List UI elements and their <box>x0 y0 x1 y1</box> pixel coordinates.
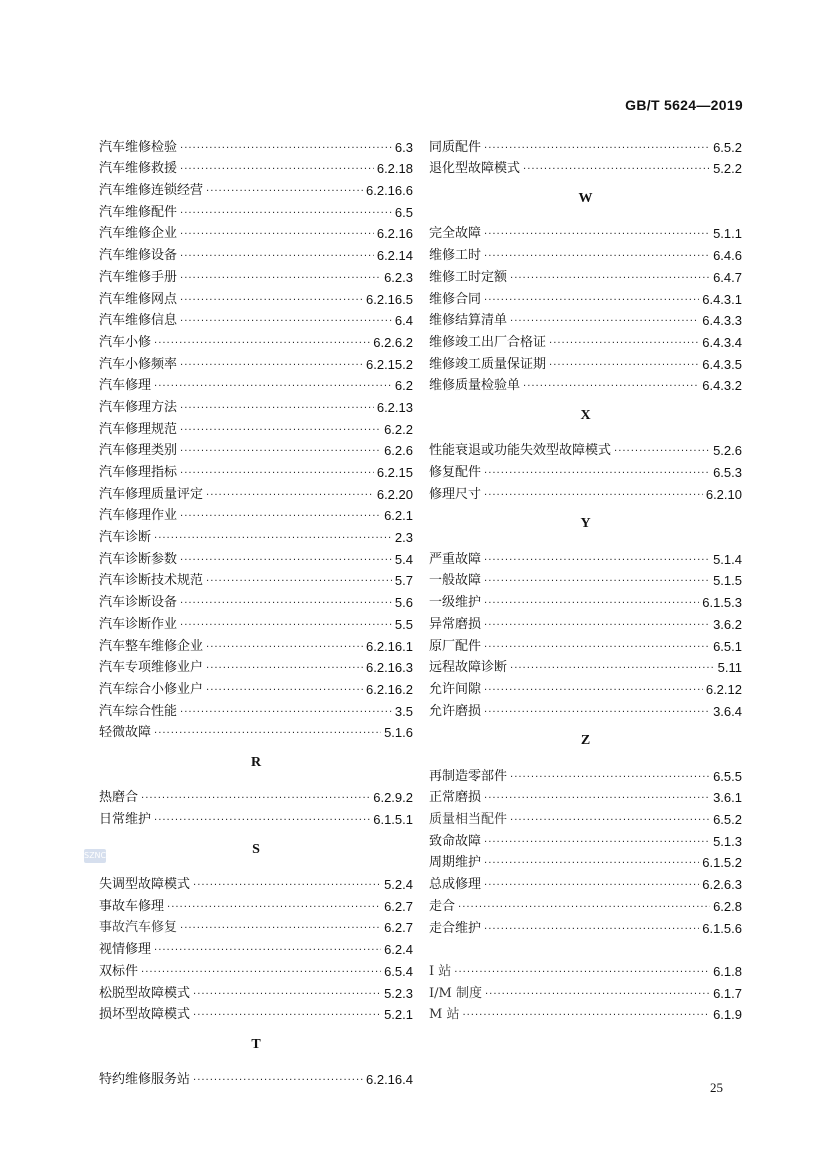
index-entry <box>429 915 742 937</box>
index-entry <box>99 134 413 156</box>
section-letter-r: R <box>250 754 262 770</box>
index-entry <box>429 980 742 1002</box>
index-term: 汽车修理 <box>99 378 152 394</box>
index-entry <box>99 503 413 525</box>
dot-leader <box>180 921 381 936</box>
clause-number: 5.1.5 <box>713 573 742 589</box>
index-term: 汽车修理类别 <box>99 443 178 459</box>
clause-number: 5.6 <box>394 595 413 611</box>
clause-number: 5.2.2 <box>713 161 742 177</box>
dot-leader <box>549 358 699 373</box>
index-term: 汽车维修企业 <box>99 226 178 242</box>
dot-leader <box>180 141 392 156</box>
clause-number: 6.4 <box>394 313 413 329</box>
index-entry <box>99 264 413 286</box>
index-entry <box>429 568 742 590</box>
index-term: 日常维护 <box>99 812 152 828</box>
index-term: 一般故障 <box>429 573 482 589</box>
clause-number: 6.2.16.5 <box>366 291 413 307</box>
index-entry <box>429 806 742 828</box>
dot-leader <box>206 640 363 655</box>
index-term: 热磨合 <box>99 790 139 806</box>
dot-leader <box>193 987 381 1002</box>
index-term: 事故车修理 <box>99 898 165 914</box>
index-term: 汽车维修检验 <box>99 139 178 155</box>
clause-number: 6.2.16.6 <box>366 183 413 199</box>
dot-leader <box>484 574 710 589</box>
index-term: 损坏型故障模式 <box>99 1007 191 1023</box>
index-entry <box>99 611 413 633</box>
index-term: 维修竣工出厂合格证 <box>429 334 547 350</box>
dot-leader <box>484 293 699 308</box>
index-entry <box>99 936 413 958</box>
clause-number: 6.1.8 <box>713 963 742 979</box>
dot-leader <box>484 141 710 156</box>
index-term: 维修竣工质量保证期 <box>429 356 547 372</box>
dot-leader <box>484 596 699 611</box>
clause-number: 6.1.9 <box>713 1007 742 1023</box>
index-entry <box>99 242 413 264</box>
index-term: 汽车维修设备 <box>99 248 178 264</box>
clause-number: 6.2.13 <box>376 399 413 415</box>
index-entry <box>99 720 413 742</box>
dot-leader <box>154 943 381 958</box>
clause-number: 6.2.12 <box>705 681 742 697</box>
clause-number: 6.2.3 <box>384 269 413 285</box>
section-letter-z: Z <box>580 733 591 749</box>
index-entry <box>99 177 413 199</box>
dot-leader <box>484 227 710 242</box>
index-entry <box>99 568 413 590</box>
clause-number: 5.2.1 <box>384 1007 413 1023</box>
clause-number: 6.5.2 <box>713 139 742 155</box>
index-term: 允许间隙 <box>429 681 482 697</box>
index-term: 远程故障诊断 <box>429 660 508 676</box>
index-term: I 站 <box>429 963 452 979</box>
clause-number: 6.1.5.2 <box>702 855 742 871</box>
index-entry <box>99 806 413 828</box>
index-entry <box>99 871 413 893</box>
index-term: 汽车诊断作业 <box>99 616 178 632</box>
dot-leader <box>154 336 370 351</box>
dot-leader <box>180 206 392 221</box>
index-term: 失调型故障模式 <box>99 877 191 893</box>
index-term: 性能衰退或功能失效型故障模式 <box>429 443 612 459</box>
clause-number: 6.2.8 <box>713 898 742 914</box>
index-entry <box>429 438 742 460</box>
dot-leader <box>484 856 699 871</box>
dot-leader <box>154 813 370 828</box>
index-term: 双标件 <box>99 963 139 979</box>
clause-number: 5.2.3 <box>384 985 413 1001</box>
index-term: 汽车诊断参数 <box>99 551 178 567</box>
dot-leader <box>193 1073 363 1088</box>
dot-leader <box>154 726 381 741</box>
index-entry <box>429 351 742 373</box>
index-entry <box>99 373 413 395</box>
clause-number: 6.4.7 <box>713 269 742 285</box>
clause-number: 5.2.6 <box>713 443 742 459</box>
dot-leader <box>510 813 710 828</box>
dot-leader <box>180 423 381 438</box>
dot-leader <box>180 293 363 308</box>
index-entry <box>99 785 413 807</box>
section-letter-w: W <box>578 191 593 207</box>
index-entry <box>429 633 742 655</box>
index-entry <box>99 915 413 937</box>
clause-number: 6.2.7 <box>384 920 413 936</box>
index-term: 质量相当配件 <box>429 812 508 828</box>
index-term: 修理尺寸 <box>429 486 482 502</box>
index-entry <box>429 698 742 720</box>
clause-number: 5.2.4 <box>384 877 413 893</box>
dot-leader <box>462 1008 710 1023</box>
dot-leader <box>510 271 710 286</box>
dot-leader <box>614 444 710 459</box>
section-spacer <box>429 937 742 959</box>
index-entry <box>99 546 413 568</box>
dot-leader <box>484 835 710 850</box>
dot-leader <box>180 618 392 633</box>
dot-leader <box>484 553 710 568</box>
index-term: 汽车修理方法 <box>99 399 178 415</box>
clause-number: 6.2.7 <box>384 898 413 914</box>
index-term: M 站 <box>429 1007 460 1023</box>
dot-leader <box>154 379 392 394</box>
clause-number: 6.5.1 <box>713 638 742 654</box>
clause-number: 2.3 <box>394 530 413 546</box>
clause-number: 3.5 <box>394 703 413 719</box>
index-entry <box>429 1002 742 1024</box>
dot-leader <box>484 922 699 937</box>
clause-number: 6.2.2 <box>384 421 413 437</box>
index-entry <box>429 264 742 286</box>
index-entry <box>99 459 413 481</box>
index-term: 严重故障 <box>429 551 482 567</box>
clause-number: 6.2.16 <box>376 226 413 242</box>
dot-leader <box>180 705 392 720</box>
index-entry <box>99 351 413 373</box>
dot-leader <box>180 162 374 177</box>
dot-leader <box>180 314 392 329</box>
index-entry <box>429 828 742 850</box>
index-entry <box>99 221 413 243</box>
clause-number: 6.2.16.2 <box>366 681 413 697</box>
index-term: 走合 <box>429 898 456 914</box>
index-term: 汽车维修连锁经营 <box>99 183 204 199</box>
clause-number: 5.5 <box>394 616 413 632</box>
dot-leader <box>510 770 710 785</box>
index-entry <box>429 871 742 893</box>
index-term: 退化型故障模式 <box>429 161 521 177</box>
section-letter-s: S <box>252 841 260 857</box>
index-entry <box>429 763 742 785</box>
dot-leader <box>154 531 392 546</box>
index-entry <box>429 676 742 698</box>
dot-leader <box>193 1008 381 1023</box>
clause-number: 5.1.4 <box>713 551 742 567</box>
dot-leader <box>458 900 710 915</box>
index-term: 维修工时 <box>429 248 482 264</box>
clause-number: 6.2.15 <box>376 465 413 480</box>
dot-leader <box>180 596 392 611</box>
clause-number: 6.2.16.1 <box>366 638 413 654</box>
clause-number: 5.7 <box>394 573 413 589</box>
dot-leader <box>180 358 363 373</box>
dot-leader <box>180 509 381 524</box>
index-entry <box>99 589 413 611</box>
clause-number: 5.4 <box>394 551 413 567</box>
index-entry <box>429 785 742 807</box>
index-entry <box>99 1002 413 1024</box>
index-entry <box>99 524 413 546</box>
clause-number: 6.4.3.4 <box>702 334 742 350</box>
index-term: 维修结算清单 <box>429 313 508 329</box>
index-entry <box>99 893 413 915</box>
index-entry <box>429 611 742 633</box>
index-term: 总成修理 <box>429 877 482 893</box>
index-entry <box>429 308 742 330</box>
index-term: 事故汽车修复 <box>99 920 178 936</box>
clause-number: 3.6.2 <box>713 616 742 632</box>
index-entry <box>429 589 742 611</box>
index-term: 原厂配件 <box>429 638 482 654</box>
index-term: 维修合同 <box>429 291 482 307</box>
index-term: 汽车诊断 <box>99 530 152 546</box>
dot-leader <box>510 314 699 329</box>
index-term: 汽车修理质量评定 <box>99 486 204 502</box>
index-entry <box>99 199 413 221</box>
clause-number: 6.2.15.2 <box>366 356 413 372</box>
clause-number: 6.5.4 <box>384 963 413 979</box>
index-entry <box>429 958 742 980</box>
dot-leader <box>523 162 710 177</box>
index-term: 视情修理 <box>99 942 152 958</box>
section-letter-y: Y <box>580 516 591 532</box>
index-term: 汽车诊断技术规范 <box>99 573 204 589</box>
index-term: 汽车维修网点 <box>99 291 178 307</box>
section-letter-x: X <box>580 407 591 423</box>
dot-leader <box>549 336 699 351</box>
index-entry <box>429 134 742 156</box>
index-entry <box>429 459 742 481</box>
clause-number: 6.2.18 <box>376 161 413 177</box>
index-entry <box>429 481 742 503</box>
clause-number: 6.2.6.2 <box>373 334 413 350</box>
index-entry <box>99 438 413 460</box>
clause-number: 6.2.16.4 <box>366 1072 413 1088</box>
dot-leader <box>206 184 363 199</box>
index-entry <box>99 655 413 677</box>
dot-leader <box>484 488 703 503</box>
dot-leader <box>141 965 381 980</box>
dot-leader <box>180 227 374 242</box>
clause-number: 6.2.1 <box>384 508 413 524</box>
index-term: 汽车诊断设备 <box>99 595 178 611</box>
clause-number: 6.1.5.6 <box>702 920 742 936</box>
index-term: 异常磨损 <box>429 616 482 632</box>
dot-leader <box>193 878 381 893</box>
index-term: 汽车综合小修业户 <box>99 681 204 697</box>
index-term: 一级维护 <box>429 595 482 611</box>
standard-number-header: GB/T 5624—2019 <box>625 97 743 113</box>
clause-number: 6.2.14 <box>376 248 413 264</box>
clause-number: 6.1.5.1 <box>373 812 413 828</box>
clause-number: 6.4.3.1 <box>702 291 742 307</box>
index-term: 汽车维修救援 <box>99 161 178 177</box>
index-column-right <box>429 134 742 1023</box>
dot-leader <box>510 661 715 676</box>
index-entry <box>99 633 413 655</box>
index-entry <box>429 156 742 178</box>
index-term: 汽车修理作业 <box>99 508 178 524</box>
index-entry <box>99 394 413 416</box>
dot-leader <box>523 379 699 394</box>
index-term: 汽车小修频率 <box>99 356 178 372</box>
clause-number: 6.5 <box>394 204 413 220</box>
index-entry <box>99 329 413 351</box>
index-term: 允许磨损 <box>429 703 482 719</box>
index-entry <box>99 308 413 330</box>
index-term: I/M 制度 <box>429 985 482 1001</box>
index-term: 维修质量检验单 <box>429 378 521 394</box>
dot-leader <box>206 683 363 698</box>
clause-number: 5.1.3 <box>713 833 742 849</box>
index-entry <box>99 698 413 720</box>
index-term: 松脱型故障模式 <box>99 985 191 1001</box>
clause-number: 6.3 <box>394 139 413 155</box>
dot-leader <box>167 900 381 915</box>
clause-number: 6.2.9.2 <box>373 790 413 806</box>
index-term: 致命故障 <box>429 833 482 849</box>
clause-number: 6.4.3.2 <box>702 378 742 394</box>
index-term: 汽车维修手册 <box>99 269 178 285</box>
dot-leader <box>180 553 392 568</box>
dot-leader <box>484 705 710 720</box>
index-column-left <box>99 134 413 1088</box>
clause-number: 6.2 <box>394 378 413 394</box>
index-entry <box>429 546 742 568</box>
index-entry <box>429 221 742 243</box>
dot-leader <box>141 791 370 806</box>
dot-leader <box>180 401 374 416</box>
clause-number: 3.6.1 <box>713 790 742 806</box>
index-entry <box>99 481 413 503</box>
clause-number: 6.4.6 <box>713 248 742 264</box>
dot-leader <box>180 271 381 286</box>
index-entry <box>429 850 742 872</box>
dot-leader <box>484 683 703 698</box>
index-term: 汽车修理指标 <box>99 465 178 480</box>
clause-number: 6.5.2 <box>713 812 742 828</box>
index-entry <box>99 1067 413 1089</box>
dot-leader <box>180 466 374 481</box>
index-term: 维修工时定额 <box>429 269 508 285</box>
dot-leader <box>206 488 374 503</box>
index-term: 再制造零部件 <box>429 768 508 784</box>
clause-number: 6.5.3 <box>713 465 742 481</box>
index-term: 汽车维修信息 <box>99 313 178 329</box>
dot-leader <box>484 640 710 655</box>
index-term: 完全故障 <box>429 226 482 242</box>
clause-number: 6.2.6 <box>384 443 413 459</box>
dot-leader <box>485 987 710 1002</box>
clause-number: 6.2.4 <box>384 942 413 958</box>
clause-number: 5.1.1 <box>713 226 742 242</box>
index-entry <box>429 329 742 351</box>
index-term: 汽车专项维修业户 <box>99 660 204 676</box>
index-entry <box>429 655 742 677</box>
index-term: 特约维修服务站 <box>99 1072 191 1088</box>
index-term: 汽车综合性能 <box>99 703 178 719</box>
dot-leader <box>484 466 710 481</box>
clause-number: 6.2.16.3 <box>366 660 413 676</box>
index-term: 汽车整车维修企业 <box>99 638 204 654</box>
clause-number: 5.11 <box>717 660 742 676</box>
index-term: 轻微故障 <box>99 725 152 741</box>
dot-leader <box>484 878 699 893</box>
clause-number: 6.1.7 <box>713 985 742 1001</box>
index-term: 同质配件 <box>429 139 482 155</box>
section-letter-t: T <box>251 1036 261 1052</box>
dot-leader <box>180 444 381 459</box>
watermark-logo: SZNC <box>84 849 106 863</box>
index-term: 修复配件 <box>429 465 482 481</box>
clause-number: 5.1.6 <box>384 725 413 741</box>
dot-leader <box>454 965 710 980</box>
clause-number: 6.4.3.3 <box>702 313 742 329</box>
clause-number: 6.4.3.5 <box>702 356 742 372</box>
dot-leader <box>484 618 710 633</box>
clause-number: 6.5.5 <box>713 768 742 784</box>
index-term: 正常磨损 <box>429 790 482 806</box>
index-entry <box>429 242 742 264</box>
dot-leader <box>180 249 374 264</box>
page-number: 25 <box>710 1080 723 1095</box>
index-entry <box>429 893 742 915</box>
index-term: 汽车小修 <box>99 334 152 350</box>
clause-number: 6.2.10 <box>705 486 742 502</box>
dot-leader <box>484 249 710 264</box>
index-term: 汽车维修配件 <box>99 204 178 220</box>
index-entry <box>429 286 742 308</box>
dot-leader <box>206 574 392 589</box>
dot-leader <box>484 791 710 806</box>
clause-number: 6.1.5.3 <box>702 595 742 611</box>
index-entry <box>99 676 413 698</box>
index-entry <box>429 373 742 395</box>
index-term: 汽车修理规范 <box>99 421 178 437</box>
index-entry <box>99 286 413 308</box>
clause-number: 3.6.4 <box>713 703 742 719</box>
dot-leader <box>206 661 363 676</box>
clause-number: 6.2.20 <box>376 486 413 502</box>
index-entry <box>99 958 413 980</box>
index-term: 走合维护 <box>429 920 482 936</box>
clause-number: 6.2.6.3 <box>702 877 742 893</box>
index-term: 周期维护 <box>429 855 482 871</box>
index-entry <box>99 416 413 438</box>
index-entry <box>99 980 413 1002</box>
index-entry <box>99 156 413 178</box>
